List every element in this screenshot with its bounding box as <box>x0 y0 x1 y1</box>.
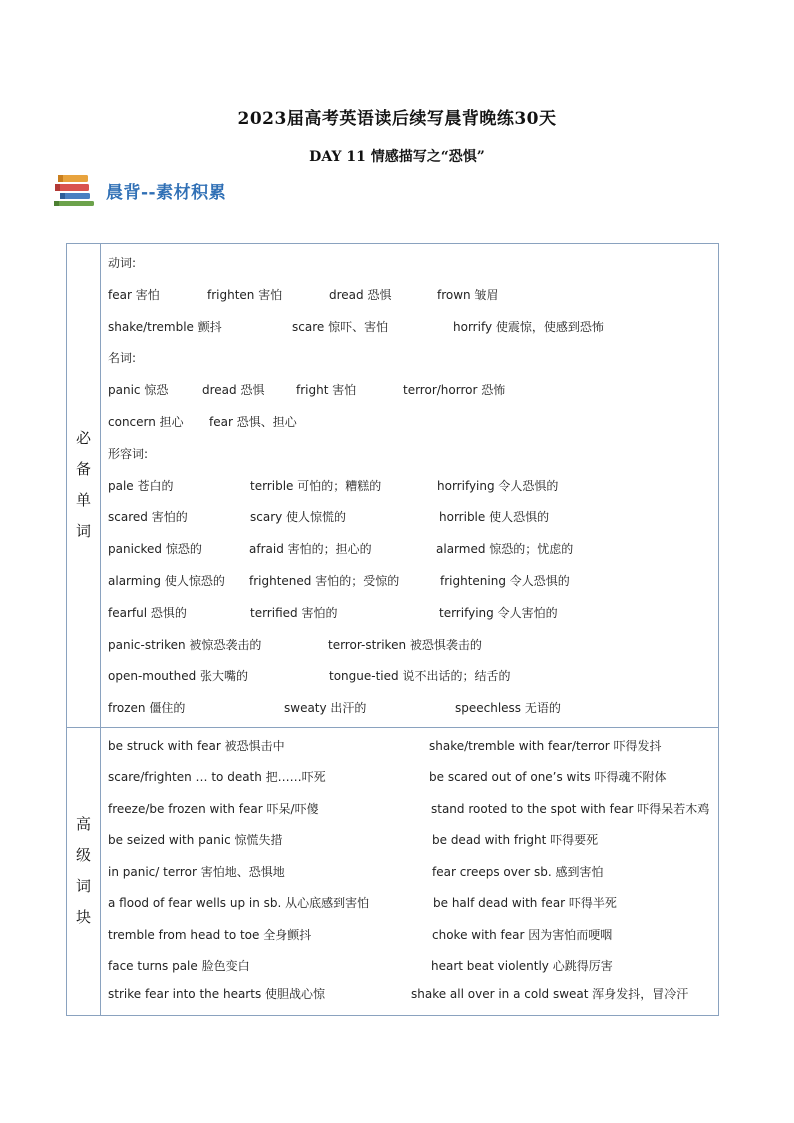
phrase-row <box>108 825 718 857</box>
vocab-row <box>108 534 718 566</box>
vocab-entry: fright 害怕 <box>296 383 357 398</box>
vocab-entry: open-mouthed 张大嘴的 <box>108 669 249 684</box>
vocab-entry: concern 担心 <box>108 414 184 429</box>
vocab-row <box>108 693 718 725</box>
section-title: 晨背--素材积累 <box>106 183 227 203</box>
vocab-entry: terrible 可怕的；糟糕的 <box>250 478 382 493</box>
vocab-entry: dread 恐惧 <box>329 287 392 302</box>
vocab-entry: scary 使人惊慌的 <box>250 510 347 525</box>
vocab-entry: panic 惊恐 <box>108 383 169 398</box>
phrase-row <box>108 888 718 920</box>
category-char: 词 <box>75 877 91 896</box>
books-icon <box>54 172 98 208</box>
phrase-entry: face turns pale 脸色变白 <box>108 959 250 974</box>
vocab-row <box>108 439 718 471</box>
vocabulary-table <box>66 243 719 1016</box>
phrase-entry: stand rooted to the spot with fear 吓得呆若木鸡 <box>431 801 710 816</box>
document-title: 2023届高考英语读后续写晨背晚练30天 <box>237 109 557 129</box>
vocab-entry: horrible 使人恐惧的 <box>439 510 550 525</box>
phrase-entry: tremble from head to toe 全身颤抖 <box>108 927 312 942</box>
vocab-entry: terror/horror 恐怖 <box>403 383 506 398</box>
phrase-entry: freeze/be frozen with fear 吓呆/吓傻 <box>108 801 319 816</box>
phrase-row <box>108 920 718 952</box>
category-char: 备 <box>75 460 91 479</box>
vocab-entry: terrifying 令人害怕的 <box>439 605 558 620</box>
vocab-row <box>108 566 718 598</box>
vocab-entry: fear 恐惧、担心 <box>209 414 297 429</box>
phrase-entry: be seized with panic 惊慌失措 <box>108 833 283 848</box>
phrases-content <box>101 727 719 1015</box>
vocab-section <box>67 244 719 728</box>
phrases-section <box>67 727 719 1015</box>
vocab-entry: speechless 无语的 <box>455 701 561 716</box>
phrase-entry: strike fear into the hearts 使胆战心惊 <box>108 987 326 1002</box>
vocab-entry: dread 恐惧 <box>202 383 265 398</box>
phrase-entry: fear creeps over sb. 感到害怕 <box>432 864 604 879</box>
vocab-heading: 形容词: <box>108 446 149 461</box>
vocab-heading: 动词: <box>108 256 137 270</box>
phrase-entry: be half dead with fear 吓得半死 <box>433 896 617 911</box>
phrase-entry: shake/tremble with fear/terror 吓得发抖 <box>429 738 662 753</box>
phrase-entry: in panic/ terror 害怕地、恐惧地 <box>108 864 285 879</box>
phrase-row <box>108 731 718 763</box>
phrase-row <box>108 762 718 794</box>
vocab-entry: scare 惊吓、害怕 <box>292 319 389 334</box>
vocab-entry: afraid 害怕的；担心的 <box>249 542 372 557</box>
phrase-entry: be dead with fright 吓得要死 <box>432 833 599 848</box>
vocab-entry: scared 害怕的 <box>108 510 188 525</box>
vocab-entry: fear 害怕 <box>108 287 160 302</box>
vocab-row <box>108 407 718 439</box>
phrase-row <box>108 979 718 1011</box>
phrase-entry: heart beat violently 心跳得厉害 <box>431 959 613 974</box>
vocab-entry: alarmed 惊恐的；忧虑的 <box>436 542 574 557</box>
phrase-entry: scare/frighten … to death 把……吓死 <box>108 770 326 785</box>
vocab-entry: terrified 害怕的 <box>250 605 338 620</box>
phrase-row <box>108 951 718 979</box>
category-char: 级 <box>75 846 91 865</box>
vocab-entry: sweaty 出汗的 <box>284 701 367 716</box>
vocab-entry: frown 皱眉 <box>437 287 499 302</box>
phrase-entry: choke with fear 因为害怕而哽咽 <box>432 927 613 942</box>
phrase-entry: shake all over in a cold sweat 浑身发抖，冒冷汗 <box>411 987 689 1002</box>
vocab-entry: frightened 害怕的；受惊的 <box>249 573 400 588</box>
vocab-row <box>108 630 718 662</box>
vocab-row <box>108 343 718 375</box>
phrase-entry: a flood of fear wells up in sb. 从心底感到害怕 <box>108 896 370 911</box>
vocab-entry: frighten 害怕 <box>207 287 283 302</box>
vocab-entry: terror-striken 被恐惧袭击的 <box>328 637 482 652</box>
vocab-row <box>108 312 718 344</box>
vocab-entry: horrify 使震惊，使感到恐怖 <box>453 319 604 334</box>
category-char: 单 <box>75 491 91 510</box>
phrase-row <box>108 857 718 889</box>
category-label-vocab <box>67 244 101 728</box>
document-subtitle: DAY 11 情感描写之“恐惧” <box>309 149 485 165</box>
vocab-row <box>108 375 718 407</box>
vocab-heading: 名词: <box>108 351 137 366</box>
vocab-entry: frozen 僵住的 <box>108 701 186 716</box>
section-heading <box>54 172 354 208</box>
vocab-row <box>108 598 718 630</box>
vocab-entry: tongue-tied 说不出话的；结舌的 <box>329 669 511 684</box>
vocab-entry: pale 苍白的 <box>108 478 174 493</box>
vocab-row <box>108 471 718 503</box>
category-char: 高 <box>75 815 91 834</box>
vocab-entry: frightening 令人恐惧的 <box>440 573 570 588</box>
vocab-content <box>101 244 719 728</box>
phrase-entry: be struck with fear 被恐惧击中 <box>108 738 285 753</box>
vocab-entry: panic-striken 被惊恐袭击的 <box>108 637 262 652</box>
vocab-row <box>108 248 718 280</box>
category-label-phrases <box>67 727 101 1015</box>
category-char: 必 <box>75 429 91 448</box>
vocab-entry: horrifying 令人恐惧的 <box>437 478 559 493</box>
vocab-entry: panicked 惊恐的 <box>108 542 202 557</box>
phrase-row <box>108 794 718 826</box>
phrase-entry: be scared out of one’s wits 吓得魂不附体 <box>429 770 667 785</box>
vocab-row <box>108 661 718 693</box>
vocab-entry: fearful 恐惧的 <box>108 605 187 620</box>
vocab-entry: alarming 使人惊恐的 <box>108 573 225 588</box>
vocab-row <box>108 502 718 534</box>
category-char: 块 <box>75 908 91 927</box>
vocab-row <box>108 280 718 312</box>
category-char: 词 <box>75 522 91 541</box>
vocab-entry: shake/tremble 颤抖 <box>108 319 222 334</box>
